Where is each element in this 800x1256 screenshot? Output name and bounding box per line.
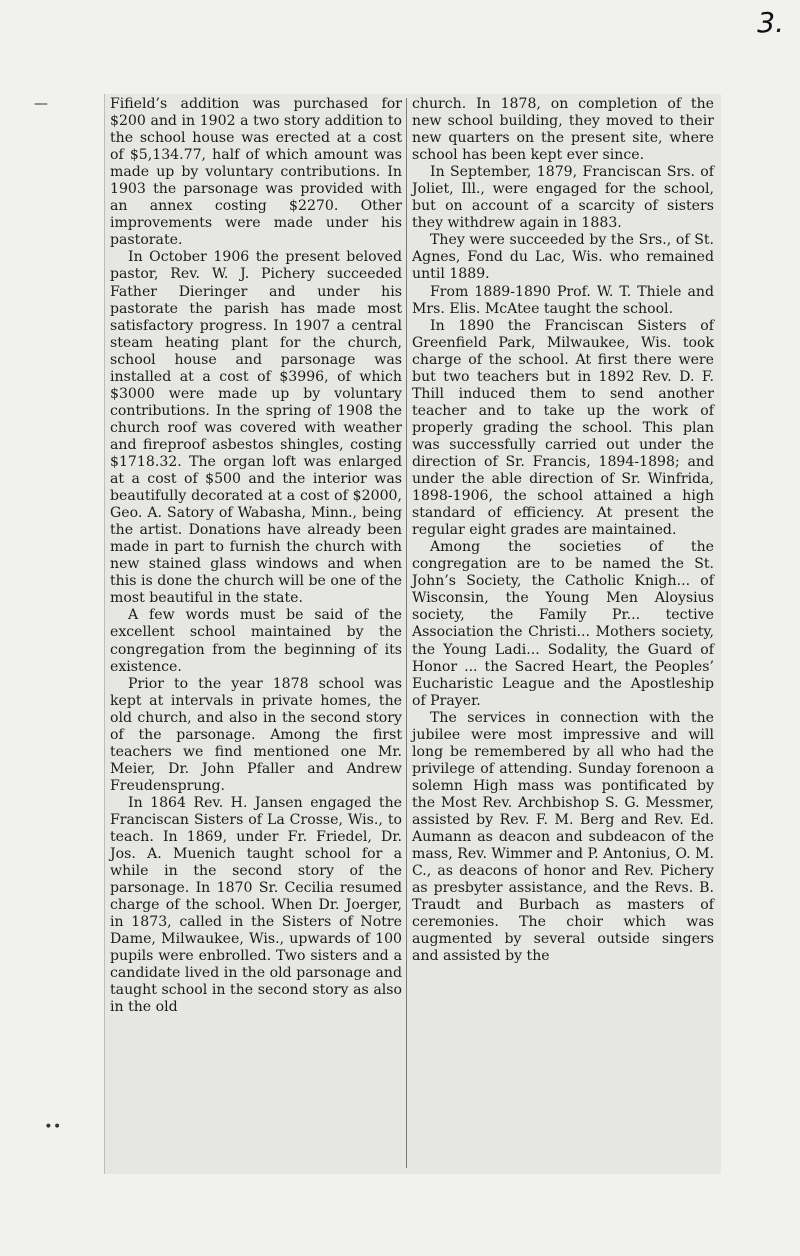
right-paragraph-4: From 1889-1890 Prof. W. T. Thiele and Mrs. Elis. McAtee taught the school.: [412, 283, 714, 317]
right-column: [412, 96, 714, 965]
left-paragraph-5: In 1864 Rev. H. Jansen engaged the Franciscan Sisters of La Crosse, Wis., to teach. In 1869, under Fr. Friedel, Dr. Jos. A. Muenich taught school for a while in the second story of the parsonage. In 1870 Sr. Cecilia resumed charge of the school. When Dr. Joerger, in 1873, called in the Sisters of Notre Dame, Milwaukee, Wis., upwards of 100 pupils were enbrolled. Two sisters and a candidate lived in the old parsonage and taught school in the second story as also in the old: [110, 794, 402, 1016]
left-paragraph-1: Fifield’s addition was purchased for $200 and in 1902 a two story addition to the school house was erected at a cost of $5,134.77, half of which amount was made up by voluntary contributions. In 1903 the parsonage was provided with an annex costing $2270. Other improvements were made under his pastorate.: [110, 96, 402, 249]
right-paragraph-1: church. In 1878, on completion of the new school building, they moved to their new quarters on the present site, where school has been kept ever since.: [412, 96, 714, 164]
page-number: 3.: [757, 6, 784, 39]
right-paragraph-5: In 1890 the Franciscan Sisters of Greenfield Park, Milwaukee, Wis. took charge of the school. At first there were but two teachers but in 1892 Rev. D. F. Thill induced them to send another teacher and to take up the work of properly grading the school. This plan was successfully carried out under the direction of Sr. Francis, 1894-1898; and under the able direction of Sr. Winfrida, 1898-1906, the school attained a high standard of efficiency. At present the regular eight grades are maintained.: [412, 317, 714, 539]
right-paragraph-3: They were succeeded by the Srs., of St. Agnes, Fond du Lac, Wis. who remained until 1889.: [412, 232, 714, 283]
left-paragraph-3: A few words must be said of the excellent school maintained by the congregation from the beginning of its existence.: [110, 607, 402, 675]
right-paragraph-7: The services in connection with the jubilee were most impressive and will long be remembered by all who had the privilege of attending. Sunday forenoon a solemn High mass was pontificated by the Most Rev. Archbishop S. G. Messmer, assisted by Rev. F. M. Berg and Rev. Ed. Aumann as deacon and subdeacon of the mass, Rev. Wimmer and P. Antonius, O. M. C., as deacons of honor and Rev. Pichery as presbyter assistance, and the Revs. B. Traudt and Burbach as masters of ceremonies. The choir which was augmented by several outside singers and assisted by the: [412, 709, 714, 965]
left-column: [110, 96, 402, 1017]
margin-arrow-mark: —: [34, 96, 48, 112]
column-divider: [406, 98, 407, 1168]
margin-dot-mark: ∙∙: [44, 1118, 62, 1134]
left-paragraph-4: Prior to the year 1878 school was kept at intervals in private homes, the old church, and also in the second story of the parsonage. Among the first teachers we find mentioned one Mr. Meier, Dr. John Pfaller and Andrew Freudensprung.: [110, 675, 402, 794]
right-paragraph-2: In September, 1879, Franciscan Srs. of Joliet, Ill., were engaged for the school, but on account of a scarcity of sisters they withdrew again in 1883.: [412, 164, 714, 232]
left-paragraph-2: In October 1906 the present beloved pastor, Rev. W. J. Pichery succeeded Father Dieringer and under his pastorate the parish has made most satisfactory progress. In 1907 a central steam heating plant for the church, school house and parsonage was installed at a cost of $3996, of which $3000 were made up by voluntary contributions. In the spring of 1908 the church roof was covered with weather and fireproof asbestos shingles, costing $1718.32. The organ loft was enlarged at a cost of $500 and the interior was beautifully decorated at a cost of $2000, Geo. A. Satory of Wabasha, Minn., being the artist. Donations have already been made in part to furnish the church with new stained glass windows and when this is done the church will be one of the most beautiful in the state.: [110, 249, 402, 607]
right-paragraph-6: Among the societies of the congregation are to be named the St. John’s Society, the Catholic Knigh... of Wisconsin, the Young Men Aloysius society, the Family Pr... tective Association the Christi... Mothers society, the Young Ladi... Sodality, the Guard of Honor ... the Sacred Heart, the Peoples’ Eucharistic League and the Apostleship of Prayer.: [412, 539, 714, 709]
